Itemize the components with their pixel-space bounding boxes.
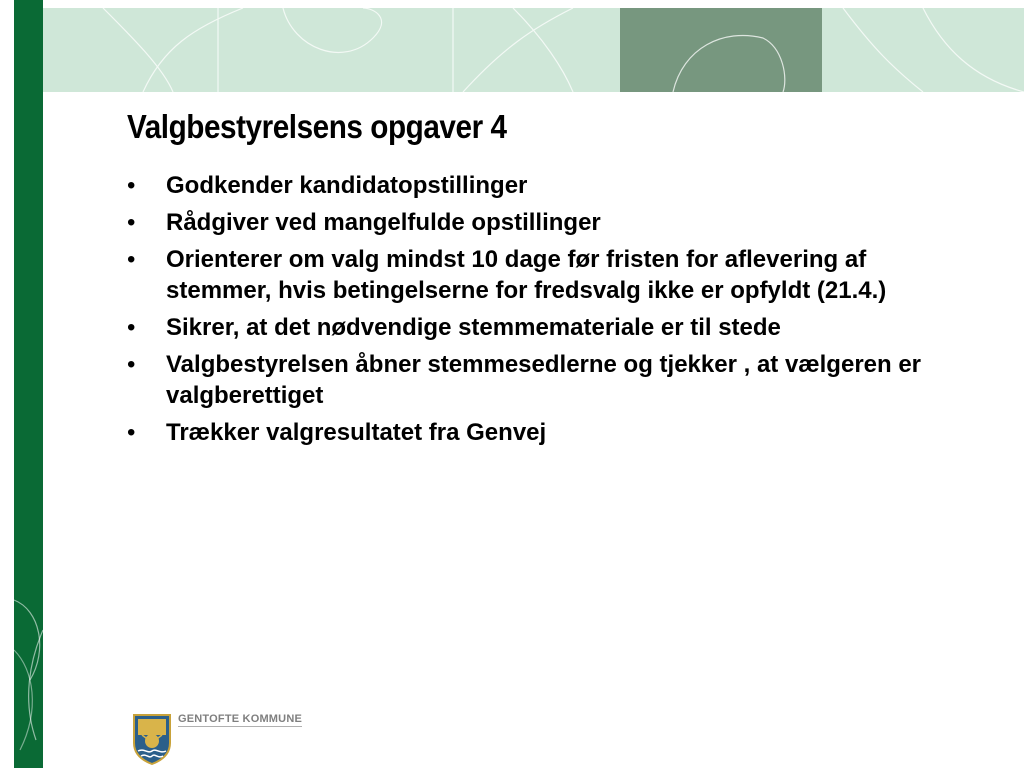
bullet-text: Sikrer, at det nødvendige stemmemateriale er til stede xyxy=(166,314,781,341)
bullet-item xyxy=(127,349,927,411)
bullet-text: Valgbestyrelsen åbner stemmesedlerne og tjekker , at vælgeren er valgberettiget xyxy=(166,351,922,409)
bullet-marker: • xyxy=(127,314,136,341)
bullet-list xyxy=(127,170,927,454)
bullet-marker: • xyxy=(127,172,136,199)
bullet-text: Rådgiver ved mangelfulde opstillinger xyxy=(166,209,601,236)
bullet-text: Orienterer om valg mindst 10 dage før fristen for aflevering af stemmer, hvis betingelserne for fredsvalg ikke er opfyldt (21.4.) xyxy=(166,246,887,304)
bullet-marker: • xyxy=(127,246,136,273)
bullet-marker: • xyxy=(127,351,136,378)
bullet-item xyxy=(127,417,927,448)
bullet-marker: • xyxy=(127,419,136,446)
bullet-item xyxy=(127,312,927,343)
bullet-text: Godkender kandidatopstillinger xyxy=(166,172,528,199)
bullet-item xyxy=(127,207,927,238)
bullet-item xyxy=(127,170,927,201)
banner-pattern xyxy=(43,8,1024,92)
bullet-item xyxy=(127,244,927,306)
bullet-text: Trækker valgresultatet fra Genvej xyxy=(166,419,547,446)
slide-title: Valgbestyrelsens opgaver 4 xyxy=(127,108,507,145)
header-banner xyxy=(43,8,1024,92)
coat-of-arms-icon xyxy=(132,713,172,765)
organization-name: GENTOFTE KOMMUNE xyxy=(178,713,302,725)
decorative-curves xyxy=(0,590,60,768)
bullet-marker: • xyxy=(127,209,136,236)
